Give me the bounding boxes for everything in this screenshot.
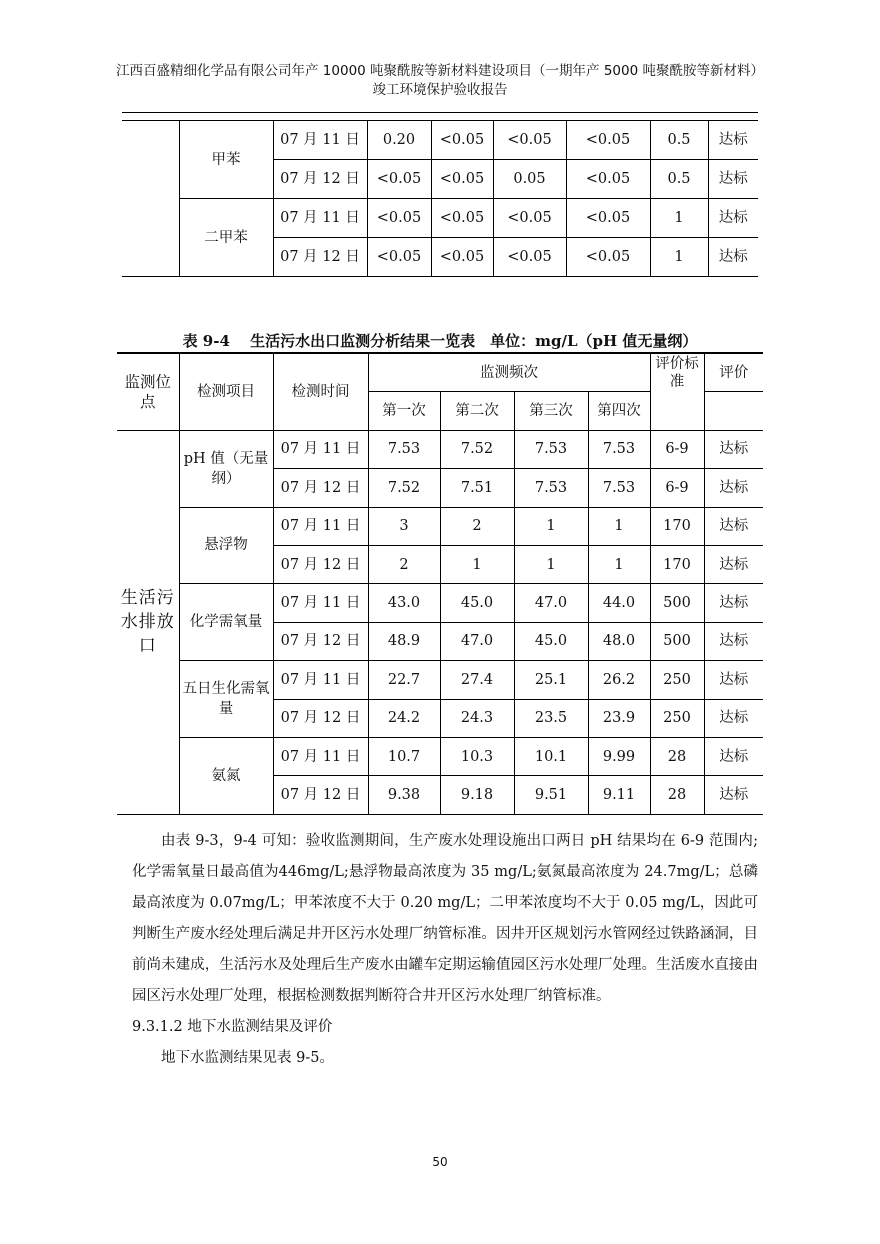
value-cell: 23.5 bbox=[514, 699, 588, 737]
std-cell: 0.5 bbox=[650, 160, 708, 199]
value-cell: <0.05 bbox=[431, 199, 493, 238]
value-cell: 9.18 bbox=[440, 776, 514, 814]
value-cell: 10.1 bbox=[514, 737, 588, 775]
value-cell: 2 bbox=[440, 507, 514, 545]
value-cell: <0.05 bbox=[367, 199, 431, 238]
item-cell: 二甲苯 bbox=[179, 199, 273, 277]
value-cell: 25.1 bbox=[514, 661, 588, 699]
value-cell: 7.52 bbox=[440, 430, 514, 468]
eval-cell: 达标 bbox=[704, 469, 763, 507]
value-cell: 47.0 bbox=[440, 622, 514, 660]
value-cell: 0.05 bbox=[493, 160, 566, 199]
item-cell: 悬浮物 bbox=[179, 507, 273, 584]
date-cell: 07 月 11 日 bbox=[273, 661, 368, 699]
eval-cell: 达标 bbox=[704, 584, 763, 622]
value-cell: 1 bbox=[514, 507, 588, 545]
table-9-4-caption: 表 9-4 生活污水出口监测分析结果一览表 单位：mg/L（pH 值无量纲） bbox=[182, 332, 698, 350]
item-cell: 化学需氧量 bbox=[179, 584, 273, 661]
value-cell: 45.0 bbox=[440, 584, 514, 622]
section-heading: 9.3.1.2 地下水监测结果及评价 bbox=[132, 1019, 333, 1035]
header-time: 检测时间 bbox=[273, 353, 368, 430]
value-cell: 0.20 bbox=[367, 121, 431, 160]
std-cell: 500 bbox=[650, 622, 704, 660]
value-cell: 7.51 bbox=[440, 469, 514, 507]
std-cell: 250 bbox=[650, 699, 704, 737]
std-cell: 6-9 bbox=[650, 469, 704, 507]
value-cell: 1 bbox=[588, 507, 650, 545]
value-cell: <0.05 bbox=[493, 121, 566, 160]
header-line-2: 竣工环境保护验收报告 bbox=[372, 82, 508, 98]
value-cell: 7.53 bbox=[514, 430, 588, 468]
std-cell: 28 bbox=[650, 737, 704, 775]
value-cell: 23.9 bbox=[588, 699, 650, 737]
item-cell: 甲苯 bbox=[179, 121, 273, 199]
std-cell: 1 bbox=[650, 199, 708, 238]
value-cell: 1 bbox=[588, 545, 650, 583]
header-eval-empty bbox=[704, 392, 763, 430]
eval-cell: 达标 bbox=[704, 622, 763, 660]
eval-cell: 达标 bbox=[708, 160, 758, 199]
value-cell: <0.05 bbox=[431, 160, 493, 199]
value-cell: 10.7 bbox=[368, 737, 440, 775]
table-row bbox=[122, 121, 758, 160]
value-cell: 9.99 bbox=[588, 737, 650, 775]
value-cell: <0.05 bbox=[367, 160, 431, 199]
table-row bbox=[117, 661, 763, 699]
date-cell: 07 月 11 日 bbox=[273, 584, 368, 622]
value-cell: <0.05 bbox=[431, 238, 493, 277]
location-cell-empty bbox=[122, 121, 179, 277]
value-cell: 1 bbox=[440, 545, 514, 583]
value-cell: <0.05 bbox=[431, 121, 493, 160]
date-cell: 07 月 12 日 bbox=[273, 699, 368, 737]
paragraph-groundwater: 地下水监测结果见表 9-5。 bbox=[161, 1050, 334, 1066]
body-text bbox=[132, 826, 758, 1074]
date-cell: 07 月 12 日 bbox=[273, 776, 368, 814]
value-cell: <0.05 bbox=[493, 238, 566, 277]
eval-cell: 达标 bbox=[704, 699, 763, 737]
value-cell: 26.2 bbox=[588, 661, 650, 699]
value-cell: 47.0 bbox=[514, 584, 588, 622]
eval-cell: 达标 bbox=[708, 121, 758, 160]
value-cell: 22.7 bbox=[368, 661, 440, 699]
value-cell: <0.05 bbox=[367, 238, 431, 277]
header-f3: 第三次 bbox=[514, 392, 588, 430]
header-frequency: 监测频次 bbox=[368, 353, 650, 392]
value-cell: 48.9 bbox=[368, 622, 440, 660]
item-cell: 氨氮 bbox=[179, 737, 273, 814]
value-cell: 24.3 bbox=[440, 699, 514, 737]
std-cell: 170 bbox=[650, 507, 704, 545]
header-item: 检测项目 bbox=[179, 353, 273, 430]
page-header bbox=[0, 62, 880, 100]
value-cell: 9.51 bbox=[514, 776, 588, 814]
std-cell: 250 bbox=[650, 661, 704, 699]
eval-cell: 达标 bbox=[704, 430, 763, 468]
header-line-1: 江西百盛精细化学品有限公司年产 10000 吨聚酰胺等新材料建设项目（一期年产 5000 吨聚酰胺等新材料） bbox=[116, 63, 764, 79]
std-cell: 500 bbox=[650, 584, 704, 622]
value-cell: 7.53 bbox=[514, 469, 588, 507]
eval-cell: 达标 bbox=[704, 776, 763, 814]
table-9-3-continuation bbox=[122, 120, 758, 277]
header-f1: 第一次 bbox=[368, 392, 440, 430]
date-cell: 07 月 12 日 bbox=[273, 160, 367, 199]
value-cell: 44.0 bbox=[588, 584, 650, 622]
value-cell: 43.0 bbox=[368, 584, 440, 622]
date-cell: 07 月 11 日 bbox=[273, 121, 367, 160]
std-cell: 0.5 bbox=[650, 121, 708, 160]
value-cell: <0.05 bbox=[566, 160, 650, 199]
eval-cell: 达标 bbox=[708, 238, 758, 277]
table-row bbox=[117, 430, 763, 468]
std-cell: 170 bbox=[650, 545, 704, 583]
item-cell: 五日生化需氧量 bbox=[179, 661, 273, 738]
value-cell: 9.11 bbox=[588, 776, 650, 814]
table-row bbox=[122, 199, 758, 238]
value-cell: 1 bbox=[514, 545, 588, 583]
value-cell: 10.3 bbox=[440, 737, 514, 775]
header-rule bbox=[122, 112, 758, 113]
eval-cell: 达标 bbox=[704, 507, 763, 545]
value-cell: <0.05 bbox=[566, 121, 650, 160]
header-f2: 第二次 bbox=[440, 392, 514, 430]
value-cell: 24.2 bbox=[368, 699, 440, 737]
eval-cell: 达标 bbox=[704, 737, 763, 775]
date-cell: 07 月 12 日 bbox=[273, 238, 367, 277]
std-cell: 6-9 bbox=[650, 430, 704, 468]
value-cell: 48.0 bbox=[588, 622, 650, 660]
date-cell: 07 月 12 日 bbox=[273, 469, 368, 507]
header-f4: 第四次 bbox=[588, 392, 650, 430]
date-cell: 07 月 11 日 bbox=[273, 507, 368, 545]
table-row bbox=[117, 584, 763, 622]
value-cell: 7.53 bbox=[588, 469, 650, 507]
value-cell: <0.05 bbox=[566, 199, 650, 238]
header-row bbox=[117, 353, 763, 392]
date-cell: 07 月 11 日 bbox=[273, 430, 368, 468]
value-cell: 7.53 bbox=[588, 430, 650, 468]
item-cell: pH 值（无量纲） bbox=[179, 430, 273, 507]
table-row bbox=[117, 737, 763, 775]
value-cell: 7.53 bbox=[368, 430, 440, 468]
value-cell: 45.0 bbox=[514, 622, 588, 660]
date-cell: 07 月 11 日 bbox=[273, 199, 367, 238]
value-cell: 27.4 bbox=[440, 661, 514, 699]
value-cell: 7.52 bbox=[368, 469, 440, 507]
header-location: 监测位点 bbox=[117, 353, 179, 430]
eval-cell: 达标 bbox=[708, 199, 758, 238]
paragraph-conclusion: 由表 9-3，9-4 可知：验收监测期间，生产废水处理设施出口两日 pH 结果均在 6-9 范围内;化学需氧量日最高值为446mg/L;悬浮物最高浓度为 35 mg/L;氨氮最高浓度为 24.7mg/L；总磷最高浓度为 0.07mg/L；甲苯浓度不大于 0.20 mg/L；二甲苯浓度均不大于 0.05 mg/L，因此可判断生产废水经处理后满足井开区污水处理厂纳管标准。因井开区规划污水管网经过铁路涵洞，目前尚未建成，生活污水及处理后生产废水由罐车定期运输值园区污水处理厂处理。生活废水直接由园区污水处理厂处理，根据检测数据判断符合井开区污水处理厂纳管标准。 bbox=[132, 833, 758, 1004]
header-standard: 评价标准 bbox=[650, 353, 704, 430]
eval-cell: 达标 bbox=[704, 661, 763, 699]
eval-cell: 达标 bbox=[704, 545, 763, 583]
page-number: 50 bbox=[432, 1155, 448, 1169]
value-cell: 2 bbox=[368, 545, 440, 583]
value-cell: <0.05 bbox=[493, 199, 566, 238]
value-cell: <0.05 bbox=[566, 238, 650, 277]
date-cell: 07 月 12 日 bbox=[273, 545, 368, 583]
std-cell: 1 bbox=[650, 238, 708, 277]
table-row bbox=[117, 507, 763, 545]
std-cell: 28 bbox=[650, 776, 704, 814]
header-eval: 评价 bbox=[704, 353, 763, 392]
value-cell: 3 bbox=[368, 507, 440, 545]
value-cell: 9.38 bbox=[368, 776, 440, 814]
location-cell: 生活污水排放口 bbox=[117, 430, 179, 814]
date-cell: 07 月 12 日 bbox=[273, 622, 368, 660]
date-cell: 07 月 11 日 bbox=[273, 737, 368, 775]
table-9-4 bbox=[117, 352, 763, 815]
